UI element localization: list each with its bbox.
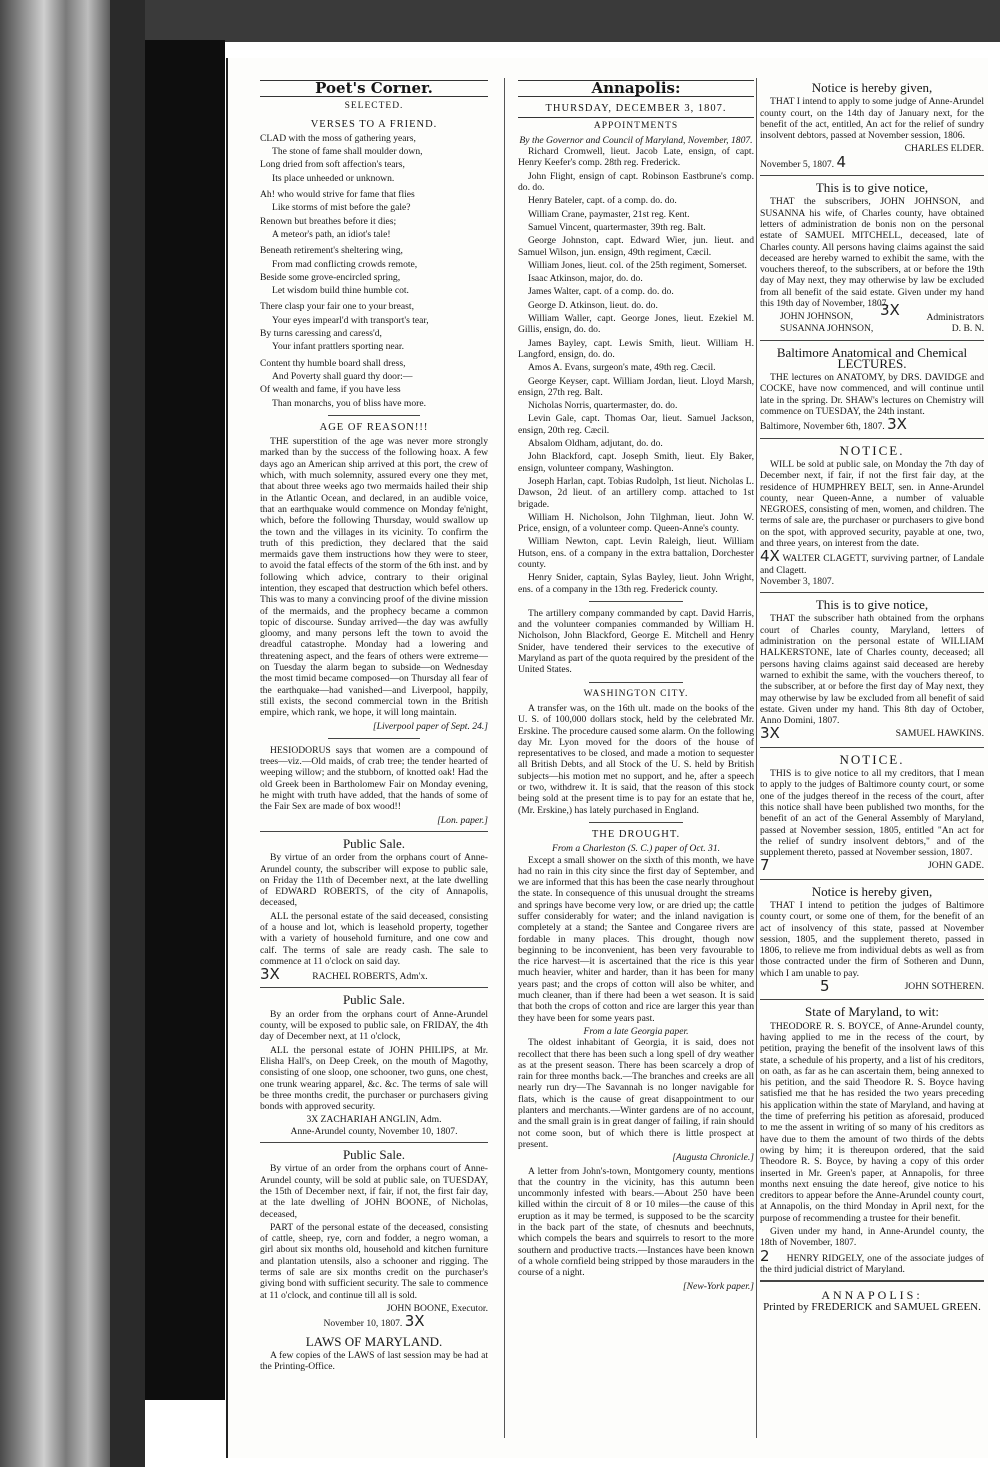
scan-top-band	[110, 0, 1000, 42]
selected-label: SELECTED.	[344, 101, 404, 112]
divider	[760, 1280, 984, 1282]
poem-line: Than monarchs, you of bliss have more.	[272, 397, 426, 409]
notice-signature: SAMUEL HAWKINS.	[895, 728, 984, 740]
public-sale-body: PART of the personal estate of the deceased, consisting of cattle, sheep, rye, corn and fodder, a negro woman, a girl about six months old, household and kitchen furniture and plantation utensils, also a schooner and rigging. The terms of sale are six months credit on the purchaser's giving bond with sufficient security. The sale to commence at 11 o'clock, and continue till all is sold.	[260, 1221, 488, 1301]
lectures-date: Baltimore, November 6th, 1807.	[760, 421, 885, 433]
handwritten-mark: 4X	[760, 547, 780, 566]
public-sale-title: Public Sale.	[342, 835, 406, 851]
notice-signature: SUSANNA JOHNSON,	[780, 322, 874, 334]
notice-title: NOTICE.	[839, 751, 905, 767]
newspaper-page	[228, 58, 988, 1458]
lectures-text: THE lectures on ANATOMY, by DRS. DAVIDGE and COCKE, have now commenced, and will continue until late in the spring. Dr. SHAW's lectures on Chemistry will commence on TUESDAY, the 24th instant.	[760, 372, 984, 418]
poem-line: CLAD with the moss of gathering years,	[260, 132, 416, 144]
annapolis-header: Annapolis:	[518, 80, 754, 97]
column-rule	[756, 78, 757, 1438]
scan-left-margin	[0, 0, 110, 1467]
appointments-list	[518, 146, 754, 595]
divider	[260, 1142, 488, 1143]
drought-subtitle: From a Charleston (S. C.) paper of Oct. 31.	[551, 843, 721, 855]
appointment-item: Joseph Harlan, capt. Tobias Rudolph, 1st lieut. Nicholas L. Dawson, 2d lieut. of an artillery comp. attached to 1st brigade.	[518, 475, 754, 510]
poem-line: Long dried from soft affection's tears,	[260, 159, 405, 171]
washington-city-text: A transfer was, on the 16th ult. made on the books of the U. S. of 100,000 dollars stock, held by the celebrated Mr. Erskine. The procedure caused some alarm. On the following day Mr. Lyon moved for the doors of the house of representatives to be closed, and made a motion to sequester all British Debts, and all Stock of the U. S. held by British subjects—his motion met no support, and he, after a speech or two, withdrew it. It is said, that the reason of this stock being sold at the present time is to pay for an estate that he, (Mr. Erskine,) has lately purchased in England.	[518, 702, 754, 816]
poem-line: From mad conflicting crowds remote,	[272, 258, 418, 270]
notice-text: THEODORE R. S. BOYCE, of Anne-Arundel county, having applied to me in the recess of the court, by petition, praying the benefit of the insolvent laws of this state, a schedule of his property, and a list of his creditors, on oath, as far as he can ascertain them, being annexed to his petition, and the said Theodore R. S. Boyce having satisfied me that he has resided the two years preceding his application within the state of Maryland, and having at the time of preferring his petition as aforesaid, produced to me the assent in writing of so many of his creditors as have due to them the amount of two thirds of the debts owing by him; it is thereupon ordered, that the said Theodore R. S. Boyce, by having a copy of this order inserted in Mr. Green's paper, at Annapolis, for three months next ensuing the date hereof, give notice to his creditors to appear before the Anne-Arundel county court, at Annapolis, on the third Monday in April next, for the purpose of recommending a trustee for their benefit.	[760, 1020, 984, 1224]
notice-title: State of Maryland, to wit:	[805, 1004, 939, 1020]
appointment-item: George Johnston, capt. Edward Wier, jun. lieut. and Samuel Wilson, jun. ensign, 49th regiment, Cæcil.	[518, 235, 754, 258]
poem-line: Let wisdom build thine humble cot.	[272, 285, 409, 297]
poem	[260, 133, 488, 409]
column-3	[760, 76, 984, 1313]
handwritten-mark: 3X	[760, 724, 780, 743]
poem-line: The stone of fame shall moulder down,	[272, 146, 423, 158]
appointment-item: William H. Nicholson, John Tilghman, lieut. John W. Price, ensign, of a volunteer comp. Queen-Anne's county.	[518, 511, 754, 535]
age-of-reason-source: [Liverpool paper of Sept. 24.]	[372, 720, 488, 732]
lectures-title: Baltimore Anatomical and Chemical LECTURES.	[776, 344, 968, 371]
notice-title: This is to give notice,	[815, 597, 929, 613]
appointments-intro: By the Governor and Council of Maryland, November, 1807.	[519, 134, 753, 146]
divider	[760, 999, 984, 1000]
poem-line: A meteor's path, an idiot's tale!	[272, 228, 391, 240]
notice-date-row	[760, 152, 984, 171]
notice-role: Administrators D. B. N.	[926, 311, 984, 335]
handwritten-mark: 3X	[880, 301, 900, 320]
notice-signature: HENRY RIDGELY, one of the associate judges of the third judicial district of Maryland.	[760, 1252, 984, 1275]
sale-date: November 10, 1807.	[323, 1318, 403, 1330]
washington-city-title: WASHINGTON CITY.	[583, 688, 689, 699]
scan-edge-shadow	[110, 0, 145, 1467]
public-sale-intro: By an order from the orphans court of Anne-Arundel county, will be exposed to public sale, on FRIDAY, the 4th day of December next, at 11 o'clock,	[260, 1008, 488, 1043]
appointment-item: Henry Snider, captain, Sylas Bayley, lieut. John Wright, ens. of a company in the 13th reg. Frederick county.	[518, 572, 754, 595]
appointment-item: Isaac Atkinson, major, do. do.	[528, 273, 643, 285]
notice-signature: JOHN JOHNSON,	[780, 311, 854, 323]
public-sale-intro: By virtue of an order from the orphans court of Anne-Arundel county, the subscriber will expose to public sale, on Friday the 11th of December next, at the late dwelling of EDWARD ROBERTS, of the city of Annapolis, deceased,	[260, 852, 488, 909]
poem-line: Your eyes impearl'd with transport's tear,	[272, 314, 429, 326]
poem-stanza	[260, 133, 488, 184]
divider	[260, 831, 488, 832]
handwritten-mark: 4	[836, 152, 847, 171]
appointment-item: James Walter, capt. of a comp. do. do.	[528, 286, 674, 298]
drought-text: Except a small shower on the sixth of this month, we have had no rain in this city since the first day of September, and we are informed that this has been the case nearly throughout the state. In consequence of this unusual drought the streams and springs have become very low, or are dried up; the cattle suffer considerably for water; and the inland navigation is completely at a stand; the Santee and Congaree rivers are fordable in many places. This drought, though now beginning to be inconvenient, has been very favourable to the rice harvest—it is ascertained that the rice is this year much heavier, whiter and harder, than it has been for many years past; and the crops of cotton will also be whiter, and much cleaner, than if there had been a wet season. It is said that both the crops of cotton and rice are larger this year than they have been for some years past.	[518, 854, 754, 1024]
public-sale-title: Public Sale.	[342, 1147, 406, 1163]
poem-line: Renown but breathes before it dies;	[260, 215, 397, 227]
notice-title: This is to give notice,	[815, 180, 929, 196]
artillery-text: The artillery company commanded by capt. David Harris, and the volunteer companies commanded by William H. Nicholson, John Blackford, George E. Mitchell and Henry Snider, have tendered their services to the executive of Maryland as part of the quota required by the president of the United States.	[518, 607, 754, 676]
hesiodorus-text: HESIODORUS says that women are a compound of trees—viz.—Old maids, of crab tree; the tender hearted of weeping willow; and the stubborn, of knotted oak! Had the old Greek been in Bartholomew Fair on Monday evening, he might with truth have added, that the hands of some of the Fair Sex are made of box wood!!	[260, 744, 488, 813]
divider	[760, 592, 984, 593]
handwritten-mark: 3X	[404, 1312, 425, 1331]
notice-title: Notice is hereby given,	[811, 883, 933, 899]
georgia-text: The oldest inhabitant of Georgia, it is said, does not recollect that there has been such a long spell of dry weather as at the present season. There has been scarcely a drop of rain for three months back.—The branches and creeks are all nearly run dry—The Savannah is no longer navigable for flats, which is the cause of great disappointment to our planters and merchants.—Winter gardens are of no account, and the small grain is in great danger of failing, if rain should not come soon, but of which there is little prospect at present.	[518, 1037, 754, 1150]
divider	[589, 682, 683, 683]
hesiodorus-source: [Lon. paper.]	[437, 814, 488, 826]
notice-date: November 5, 1807.	[760, 158, 835, 170]
sale-signature: JOHN BOONE, Executor.	[386, 1302, 488, 1314]
drought-title: THE DROUGHT.	[591, 828, 681, 840]
notice-signature: JOHN SOTHEREN.	[904, 981, 984, 993]
sale-signature-row	[260, 965, 488, 984]
appointment-item: George Keyser, capt. William Jordan, lieut. Lloyd Marsh, ensign, 27th reg. Balt.	[518, 375, 754, 398]
appointment-item: William Crane, paymaster, 21st reg. Kent.	[528, 208, 690, 220]
poem-line: Beneath retirement's sheltering wing,	[260, 245, 403, 257]
divider	[760, 438, 984, 439]
appointment-item: William Newton, capt. Levin Raleigh, lieut. William Hutson, ens. of a company in the extra battalion, Dorchester county.	[518, 536, 754, 570]
notice-signature: WALTER CLAGETT, surviving partner, of Landale and Clagett.	[760, 553, 985, 576]
public-sale-body: ALL the personal estate of JOHN PHILIPS, at Mr. Elisha Hall's, on Deep Creek, on the mouth of Magothy, consisting of one sloop, one schooner, two guns, one chest, one trunk wearing apparel, &c. &c. The terms of sale will be three months credit, the purchaser or purchasers giving bonds with approved security.	[260, 1044, 488, 1113]
column-rule	[504, 78, 505, 1438]
notice-text: THIS is to give notice to all my creditors, that I mean to apply to the judges of Baltimore county court, or some one of the judges thereof in the recess of the court, after this notice shall have been published two months, for the benefit of an act of the General Assembly of Maryland, passed at November session, 1805, entitled "An act for the relief of sundry insolvent debtors," and of the supplement thereto, passed at November session, 1807.	[760, 768, 984, 859]
georgia-subtitle: From a late Georgia paper.	[583, 1025, 689, 1037]
laws-text: A few copies of the LAWS of last session may be had at the Printing-Office.	[260, 1349, 488, 1373]
appointment-item: Richard Cromwell, lieut. Jacob Late, ensign, of capt. Henry Keefer's comp. 28th reg. Frederick.	[518, 146, 754, 169]
appointment-item: George D. Atkinson, lieut. do. do.	[528, 299, 658, 311]
notice-given: Given under my hand, in Anne-Arundel county, the 18th of November, 1807.	[760, 1226, 984, 1249]
divider	[760, 175, 984, 176]
appointment-item: William Jones, lieut. col. of the 25th regiment, Somerset.	[528, 259, 747, 271]
appointments-title: APPOINTMENTS	[593, 120, 679, 131]
notice-text: THAT the subscriber hath obtained from the orphans court of Charles county, Maryland, letters of administration on the personal estate of WILLIAM HALKERSTONE, late of Charles county, deceased; all persons having claims against said deceased are hereby warned to exhibit the same, with the vouchers thereof, to the subscriber, at or before the first day of May next, they may otherwise by law be excluded from all benefit of said estate. Given under my hand. This 8th day of October, Anno Domini, 1807.	[760, 613, 984, 727]
imprint-city: ANNAPOLIS:	[821, 1288, 923, 1303]
notice-title: NOTICE.	[839, 442, 905, 458]
poem-stanza	[260, 301, 488, 352]
age-of-reason-title: AGE OF REASON!!!	[319, 421, 429, 433]
poem-line: Content thy humble board shall dress,	[260, 357, 406, 369]
appointment-item: William Waller, capt. George Jones, lieut. Ezekiel M. Gillis, ensign, do. do.	[518, 313, 754, 336]
notice-signature: JOHN GADE.	[928, 860, 984, 872]
notice-title: Notice is hereby given,	[811, 80, 933, 95]
notice-signature-row	[760, 977, 984, 996]
appointment-item: Nicholas Norris, quartermaster, do. do.	[528, 400, 678, 412]
appointment-item: Samuel Vincent, quartermaster, 39th reg. Balt.	[528, 221, 706, 233]
notice-signature-block	[760, 301, 984, 335]
public-sale-title: Public Sale.	[342, 992, 406, 1008]
notice-text: THAT the subscribers, JOHN JOHNSON, and SUSANNA his wife, of Charles county, have obtained letters of administration de bonis non on the personal estate of SAMUEL MITCHELL, deceased, late of Charles county. All persons having claims against the said deceased are hereby warned to exhibit the same, with the vouchers thereof, to the subscribers, at or before the 19th day of May next, they may otherwise by law be excluded from all benefit of the said estate. Given under my hand this 19th day of November, 1807.	[760, 196, 984, 310]
sale-signature: 3X ZACHARIAH ANGLIN, Adm.	[306, 1114, 442, 1126]
poem-line: Like storms of mist before the gale?	[272, 202, 411, 214]
appointment-item: Amos A. Evans, surgeon's mate, 49th reg. Cæcil.	[528, 362, 716, 374]
notice-signature-row	[760, 724, 984, 743]
handwritten-mark: 3X	[260, 965, 280, 984]
divider	[328, 415, 419, 416]
handwritten-mark: 3X	[887, 415, 907, 434]
poem-line: Beside some grove-encircled spring,	[260, 271, 401, 283]
bears-letter-text: A letter from John's-town, Montgomery county, mentions that the country in the vicinity, has this autumn been uncommonly infested with bears.—About 250 have been killed within the circuit of 8 or 10 miles—the cause of this eruption as it may be termed, is supposed to be the scarcity in the back part of the state, of chesnuts and beechnuts, which compels the bears and squirrels to resort to the more southern and productive tracts.—Instances have been known of a whole cornfield being stripped by those marauders in the course of a night.	[518, 1165, 754, 1279]
handwritten-mark: 7	[760, 856, 770, 875]
column-1	[260, 76, 488, 1374]
column-2	[518, 76, 754, 1294]
dateline: THURSDAY, DECEMBER 3, 1807.	[518, 103, 754, 117]
sale-date-row	[260, 1312, 488, 1331]
divider	[760, 747, 984, 748]
poem-line: Your infant prattlers sporting near.	[272, 341, 404, 353]
imprint-printer: Printed by FREDERICK and SAMUEL GREEN.	[763, 1300, 981, 1313]
lectures-date-row	[760, 415, 984, 434]
notice-text: THAT I intend to apply to some judge of Anne-Arundel county court, on the 14th day of January next, for the benefit of the act, entitled, An act for the relief of sundry insolvent debtors, passed at November session, 1806.	[760, 96, 984, 142]
poem-line: There clasp your fair one to your breast,	[260, 301, 414, 313]
appointment-item: Absalom Oldham, adjutant, do. do.	[528, 438, 663, 450]
appointment-item: John Blackford, capt. Joseph Smith, lieut. Ely Baker, ensign, volunteer company, Washington.	[518, 451, 754, 474]
notice-signature-row	[760, 856, 984, 875]
handwritten-mark: 2	[760, 1246, 770, 1265]
divider	[760, 340, 984, 341]
sale-signature: RACHEL ROBERTS, Adm'x.	[312, 971, 428, 983]
divider	[760, 879, 984, 880]
age-of-reason-text: THE superstition of the age was never more strongly marked than by the success of the following hoax. A few days ago an American ship arrived at this port, the crew of which, with much solemnity, assured every one they met, that about three weeks ago two mermaids hailed their ship in the Atlantic Ocean, and declared, in an audible voice, that an earthquake would commence on Monday fe'night, which, before the following Thursday, would swallow up the town and the villages in its vicinity. To confirm the truth of this prediction, they declared that the said mermaids gave them instructions how they were to steer, to avoid the fatal effects of the storm of the 6th inst. and by following which advice, contrary to their original intention, they escaped that destruction which befel others. This was to many a convincing proof of the divine mission of the mermaids, and the prophecy became a common topic of discourse. Sunday arrived—the day was awfully gloomy, and many persons left the town to avoid the dreadful catastrophe. Monday had a lowering and threatening aspect, and the fears of others were extreme—on Tuesday the alarm began to subside—on Wednesday the most timid became composed—on Thursday all fear of the earthquake—had vanished—and Liverpool, happily, still exists, the second commercial town in the British empire, which rank, we hope, it will long maintain.	[260, 436, 488, 719]
public-sale-body: ALL the personal estate of the said deceased, consisting of a house and lot, which is leasehold property, together with a variety of household furniture, and one cow and calf. The terms of sale are ready cash. The sale to commence at 11 o'clock on said day.	[260, 910, 488, 967]
appointment-item: John Flight, ensign of capt. Robinson Eastbrune's comp. do. do.	[518, 170, 754, 194]
poem-line: By turns caressing and caress'd,	[260, 328, 382, 340]
poem-title: VERSES TO A FRIEND.	[310, 118, 438, 130]
notice-signature-row	[760, 1246, 984, 1276]
notice-signature: CHARLES ELDER.	[904, 143, 984, 155]
poem-stanza	[260, 358, 488, 409]
georgia-source: [Augusta Chronicle.]	[672, 1152, 754, 1164]
appointment-item: Levin Gale, capt. Thomas Oar, lieut. Samuel Jackson, ensign, 20th reg. Cæcil.	[518, 413, 754, 436]
poem-line: And Poverty shall guard thy door:—	[272, 370, 413, 382]
poets-corner-header: Poet's Corner.	[260, 80, 488, 97]
handwritten-mark: 5	[820, 977, 830, 996]
divider	[260, 987, 488, 988]
poem-line: Ah! who would strive for fame that flies	[260, 189, 415, 201]
laws-title: LAWS OF MARYLAND.	[305, 1333, 443, 1349]
sale-date: Anne-Arundel county, November 10, 1807.	[290, 1125, 458, 1137]
appointment-item: James Bayley, capt. Lewis Smith, lieut. William H. Langford, ensign, do. do.	[518, 337, 754, 360]
bears-letter-source: [New-York paper.]	[682, 1280, 754, 1292]
scan-binding-shadow	[145, 40, 225, 1400]
poem-stanza	[260, 189, 488, 240]
appointment-item: Henry Bateler, capt. of a comp. do. do.	[528, 195, 677, 207]
notice-text: WILL be sold at public sale, on Monday the 7th day of December next, if fair, if not the first fair day, at the residence of HUMPHREY BELT, sen. in Anne-Arundel county, near Queen-Anne, a number of valuable NEGROES, consisting of men, women, and children. The terms of sale are, the purchaser or purchasers to give bond on the spot, with approved security, payable at one, two, and three years, on interest from the date.	[760, 458, 984, 549]
divider	[328, 738, 419, 739]
notice-text: THAT I intend to petition the judges of Baltimore county court, or some one of them, for the benefit of an act of insolvency of this state, passed at November session, 1805, and the supplement thereto, passed in 1806, to relieve me from individual debts as well as from those contracted under the firm of Sotheren and Dunn, which I am unable to pay.	[760, 900, 984, 979]
poem-line: Its place unheeded or unknown.	[272, 172, 395, 184]
poem-line: Of wealth and fame, if you have less	[260, 384, 401, 396]
public-sale-intro: By virtue of an order from the orphans court of Anne-Arundel county, will be sold at public sale, on TUESDAY, the 15th of December next, if fair, if not, the first fair day, at the late dwelling of JOHN BOONE, of Nicholas, deceased,	[260, 1163, 488, 1220]
divider	[589, 601, 683, 602]
divider	[589, 822, 683, 823]
notice-signature-row	[760, 547, 985, 576]
poem-stanza	[260, 245, 488, 296]
notice-date: November 3, 1807.	[760, 575, 835, 587]
